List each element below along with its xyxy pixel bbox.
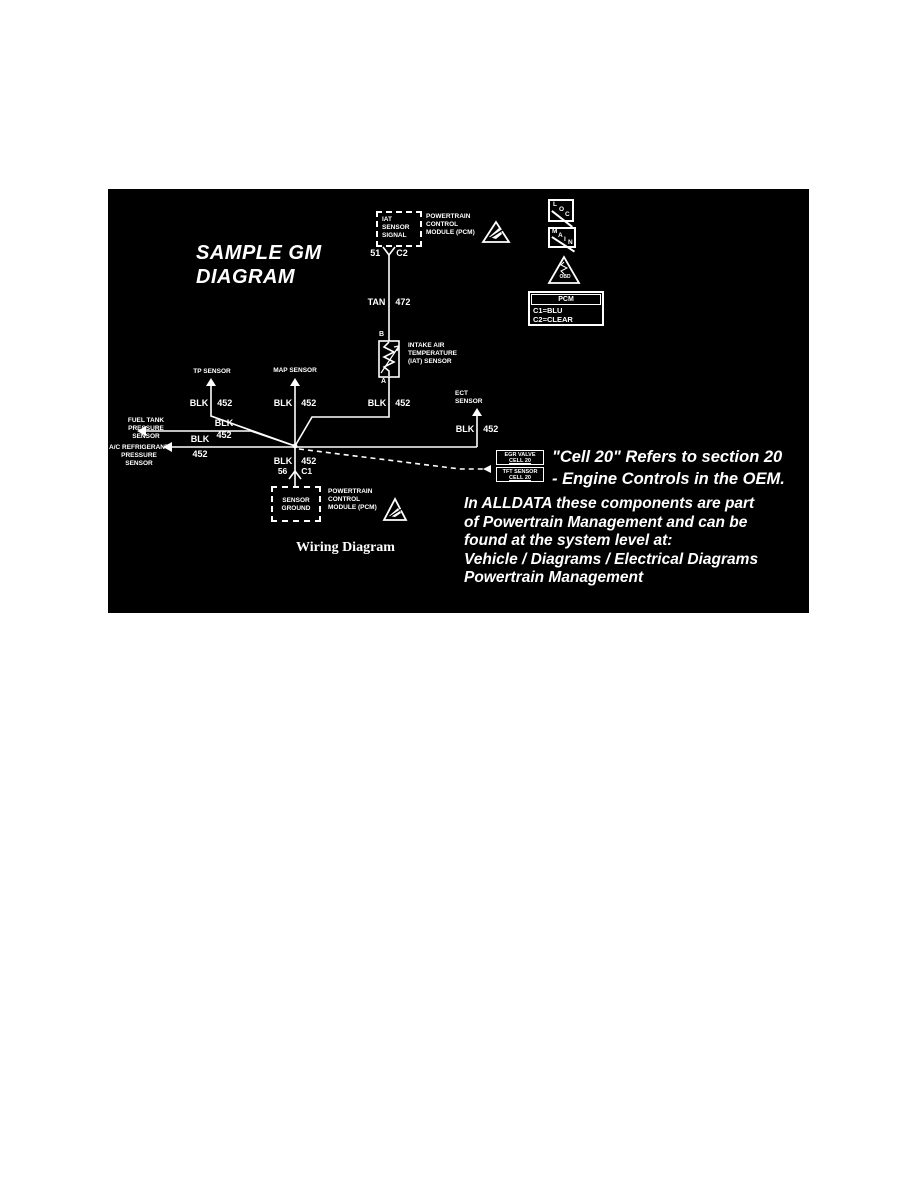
wire-label-iat [339, 398, 439, 408]
pcm-bottom-line2: CONTROL [328, 495, 361, 503]
fuel-label-line2: PRESSURE [128, 424, 164, 432]
egr-valve-cell-box[interactable] [496, 450, 544, 465]
iat-label-line1: INTAKE AIR [408, 342, 445, 349]
iat-signal-line2: SENSOR [382, 224, 410, 231]
sensor-ground-box [271, 486, 321, 522]
map-sensor-label: MAP SENSOR [273, 367, 317, 374]
ac-wire-color: BLK [190, 434, 210, 444]
wire-label-map [245, 398, 345, 408]
pcm-top-label [426, 213, 475, 236]
wire-label-tan [339, 297, 439, 307]
ac-wire-circuit: 452 [192, 449, 208, 459]
ac-label-line3: SENSOR [125, 459, 153, 467]
ground-box-line1: SENSOR [282, 497, 310, 504]
pcm-top-pin: 51 [370, 248, 381, 258]
pcm-top-line3: MODULE (PCM) [426, 228, 475, 236]
tan-color: TAN [367, 297, 386, 307]
alldata-note [464, 495, 758, 588]
pcm-legend-title: PCM [531, 294, 601, 305]
map-arrow-icon [290, 378, 300, 386]
ect-label-line1: ECT [455, 390, 468, 397]
resistor-symbol [384, 342, 394, 376]
pcm-bottom-line1: POWERTRAIN [328, 488, 373, 495]
alldata-line4: Vehicle / Diagrams / Electrical Diagrams [464, 550, 759, 568]
ac-label-line2: PRESSURE [121, 451, 157, 459]
ground-box-line2: GROUND [281, 504, 311, 512]
ect-label-line2: SENSOR [455, 397, 483, 405]
ground-wire-color: BLK [273, 456, 293, 466]
pcm-bottom-connector-id: C1 [301, 466, 313, 476]
loc-letter-c: C [565, 211, 570, 218]
tp-sensor-label: TP SENSOR [193, 368, 231, 375]
iat-wire-circuit: 452 [395, 398, 411, 408]
iat-terminal-a: A [381, 378, 387, 385]
wire-label-ac [180, 434, 220, 459]
map-wire-circuit: 452 [301, 398, 317, 408]
alldata-line5: Powertrain Management [464, 569, 644, 587]
alldata-line3: found at the system level at: [464, 532, 673, 550]
pcm-top-line2: CONTROL [426, 220, 459, 228]
ect-wire-color: BLK [455, 424, 475, 434]
pcm-legend-row1: C1=BLU [533, 306, 563, 315]
loc-letter-l: L [553, 201, 557, 208]
diagram-title-line2: DIAGRAM [196, 266, 296, 288]
ground-wire-circuit: 452 [301, 456, 317, 466]
pcm-legend-box [528, 291, 604, 326]
wire-label-ect [427, 424, 527, 434]
diagram-title-line1: SAMPLE GM [196, 242, 322, 264]
fuel-wire-color: BLK [214, 418, 234, 428]
main-letter-a: A [558, 232, 563, 239]
main-letter-i: I [564, 236, 566, 243]
wire-label-ground [245, 456, 345, 466]
egr-cell-line2: CELL 20 [509, 458, 531, 464]
diagram-caption: Wiring Diagram [296, 540, 395, 555]
iat-label-line2: TEMPERATURE [408, 349, 457, 357]
ect-arrow-icon [472, 408, 482, 416]
tft-sensor-cell-box[interactable] [496, 467, 544, 482]
main-letter-m: M [552, 228, 558, 235]
map-wire-color: BLK [273, 398, 293, 408]
fuel-label-line3: SENSOR [132, 432, 160, 440]
tft-cell-line2: CELL 20 [509, 475, 531, 481]
cell20-note-line1: "Cell 20" Refers to section 20 [552, 448, 783, 466]
ac-label-line1: A/C REFRIGERANT [109, 444, 169, 451]
pcm-top-connector [349, 248, 429, 258]
pcm-bottom-label [328, 488, 377, 511]
sensor-ground-lines [273, 497, 319, 513]
alldata-line1: In ALLDATA these components are part [464, 495, 755, 512]
tp-wire-circuit: 452 [217, 398, 233, 408]
fuel-label-line1: FUEL TANK [127, 417, 165, 424]
pcm-top-line1: POWERTRAIN [426, 213, 471, 220]
main-icon[interactable] [548, 227, 576, 248]
ect-sensor-label [455, 390, 482, 406]
loc-letter-o: O [559, 206, 565, 213]
fuel-sensor-label [122, 417, 170, 440]
iat-label-line3: (IAT) SENSOR [408, 357, 452, 365]
diagram-title [196, 241, 322, 289]
pcm-bottom-pin: 56 [277, 466, 288, 476]
esd-triangle-bottom-icon [384, 499, 406, 520]
obd-triangle-label: OBD [559, 274, 571, 280]
pcm-bottom-line3: MODULE (PCM) [328, 503, 377, 511]
iat-wire-color: BLK [367, 398, 387, 408]
iat-signal-line3: SIGNAL [382, 232, 407, 239]
iat-signal-line1: IAT [382, 216, 392, 223]
junction-dot [293, 444, 298, 449]
main-letter-n: N [568, 239, 573, 246]
fuel-wire-circuit: 452 [216, 430, 232, 440]
alldata-line2: of Powertrain Management and can be [464, 513, 748, 531]
cell20-arrow-icon [483, 465, 491, 473]
pcm-top-connector-id: C2 [396, 248, 408, 258]
ac-sensor-label [108, 444, 170, 467]
wiring-diagram-panel [108, 189, 809, 613]
loc-icon[interactable] [548, 199, 574, 222]
wire-iat-ground [295, 377, 389, 446]
tft-cell-line1: TFT SENSOR [502, 469, 538, 475]
ect-wire-circuit: 452 [483, 424, 499, 434]
cell20-note [552, 446, 785, 490]
pcm-legend-row2: C2=CLEAR [533, 315, 573, 324]
iat-sensor-label [408, 342, 457, 365]
iat-signal-box [376, 211, 422, 247]
tan-circuit: 472 [395, 297, 411, 307]
cell20-note-line2: - Engine Controls in the OEM. [552, 470, 785, 488]
tp-wire-color: BLK [189, 398, 209, 408]
tp-arrow-icon [206, 378, 216, 386]
iat-terminal-b: B [379, 331, 385, 338]
egr-cell-line1: EGR VALVE [504, 452, 536, 458]
pcm-bottom-connector [255, 467, 335, 477]
esd-triangle-top-icon [483, 222, 509, 242]
